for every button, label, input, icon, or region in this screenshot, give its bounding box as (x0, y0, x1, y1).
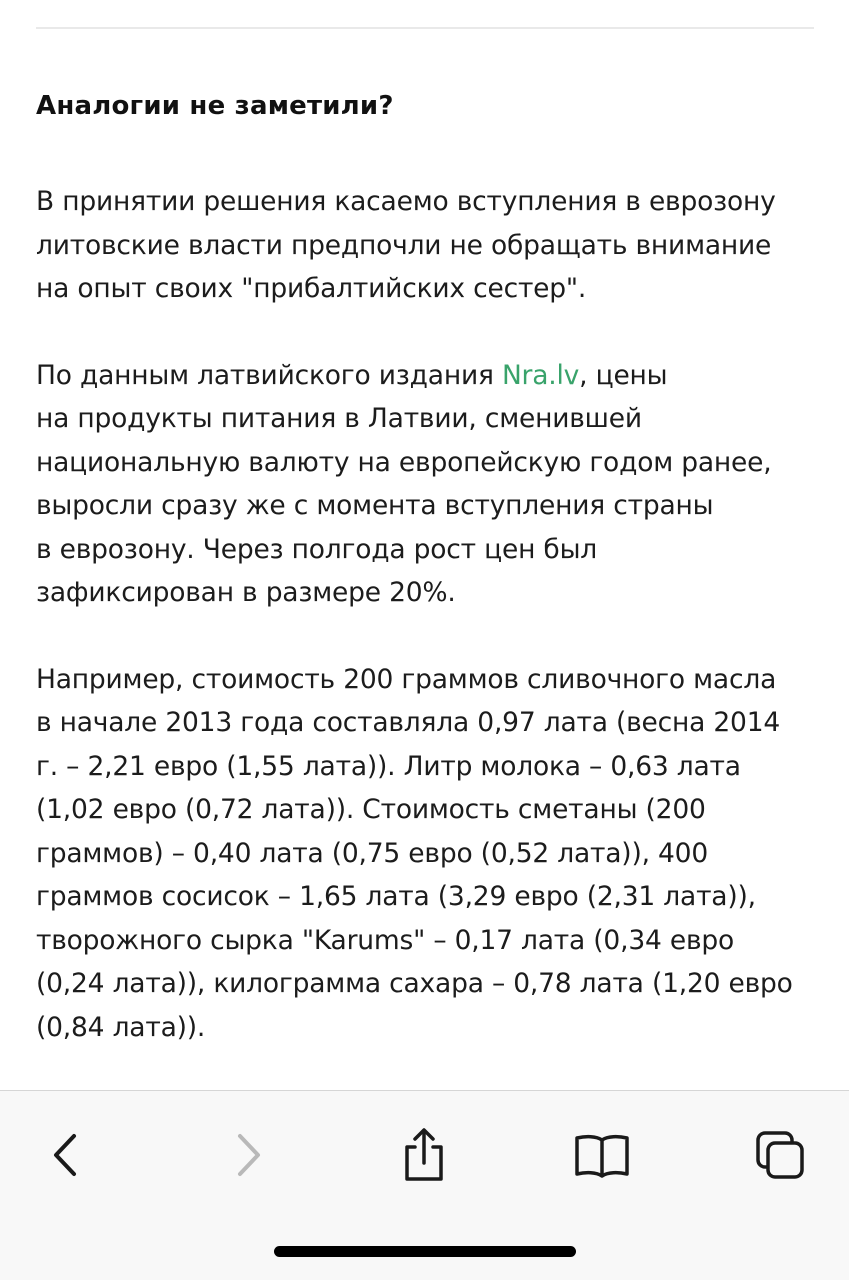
paragraph-line: В принятии решения касаемо вступления в еврозону (36, 186, 776, 217)
paragraph-2 (36, 354, 826, 615)
text-after-link: , цены (579, 359, 668, 391)
share-button[interactable] (394, 1125, 454, 1185)
chevron-left-icon (46, 1130, 86, 1180)
paragraph-line: в еврозону. Через полгода рост цен был (36, 533, 598, 565)
paragraph-line: (0,24 лата)), килограмма сахара – 0,78 лата (1,20 евро (36, 968, 793, 999)
section-heading: Аналогии не заметили? (36, 91, 394, 121)
paragraph-line: творожного сырка "Karums" – 0,17 лата (0,34 евро (36, 924, 735, 956)
paragraph-1 (36, 180, 826, 311)
share-icon (396, 1125, 452, 1185)
paragraph-line: зафиксирован в размере 20%. (36, 577, 456, 608)
forward-button[interactable] (218, 1125, 278, 1185)
paragraph-line: (0,84 лата)). (36, 1011, 206, 1043)
paragraph-line (36, 354, 826, 398)
paragraph-line: национальную валюту на европейскую годом ранее, (36, 446, 772, 478)
paragraph-line: на продукты питания в Латвии, сменившей (36, 403, 642, 434)
text-before-link: По данным латвийского издания (36, 359, 502, 391)
paragraph-3 (36, 658, 826, 1050)
paragraph-line: г. – 2,21 евро (1,55 лата)). Литр молока – 0,63 лата (36, 750, 741, 782)
paragraph-line: литовские власти предпочли не обращать внимание (36, 229, 772, 261)
paragraph-line: Например, стоимость 200 граммов сливочного масла (36, 663, 777, 695)
chevron-right-icon (228, 1130, 268, 1180)
top-divider (36, 27, 814, 29)
back-button[interactable] (36, 1125, 96, 1185)
home-indicator (274, 1246, 576, 1257)
paragraph-line: выросли сразу же с момента вступления страны (36, 490, 714, 521)
article-body (36, 82, 826, 1049)
paragraph-line: в начале 2013 года составляла 0,97 лата (весна 2014 (36, 707, 781, 738)
tabs-icon (752, 1127, 808, 1183)
bookmarks-button[interactable] (572, 1125, 632, 1185)
paragraph-line: граммов сосисок – 1,65 лата (3,29 евро (2,31 лата)), (36, 881, 756, 912)
paragraph-line: (1,02 евро (0,72 лата)). Стоимость сметаны (200 (36, 794, 706, 825)
paragraph-line: на опыт своих "прибалтийских сестер". (36, 273, 587, 304)
book-icon (572, 1130, 632, 1180)
source-link[interactable]: Nra.lv (501, 359, 580, 391)
paragraph-line: граммов) – 0,40 лата (0,75 евро (0,52 лата)), 400 (36, 837, 709, 869)
tabs-button[interactable] (750, 1125, 810, 1185)
